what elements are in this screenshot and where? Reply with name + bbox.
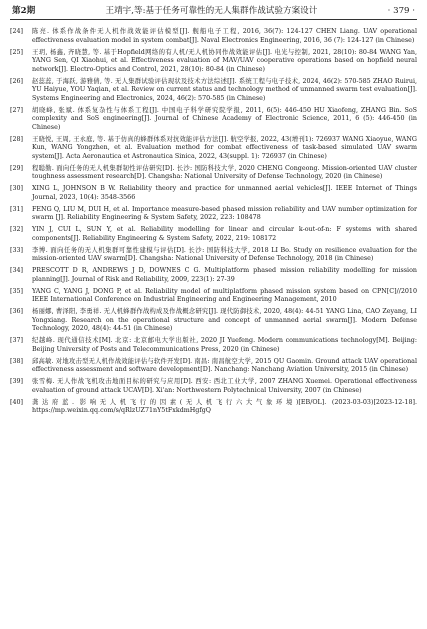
reference-item (10, 267, 417, 284)
reference-number: [29] (10, 164, 24, 172)
reference-number: [26] (10, 77, 24, 85)
reference-text: 张雪梅. 无人作战飞机攻击地面目标的研究与应用[D]. 西安: 西北工业大学, 2007 ZHANG Xuemei. Operational effectiveness evaluation of ground attack UCAV[D]. Xi'an: Northwestern Polytechnical University, 2007 (in Chinese) (32, 378, 417, 394)
reference-number: [31] (10, 205, 24, 213)
reference-number: [37] (10, 337, 24, 344)
reference-number: [33] (10, 246, 24, 254)
reference-item (10, 107, 417, 133)
reference-number: [34] (10, 267, 24, 274)
reference-number: [39] (10, 378, 24, 385)
running-header (10, 6, 417, 20)
reference-number: [36] (10, 308, 24, 315)
reference-number: [40] (10, 398, 24, 406)
running-title: 王靖宇,等:基于任务可靠性的无人集群作战试验方案设计 (105, 6, 318, 16)
reference-number: [25] (10, 48, 24, 56)
issue-number: 第2期 (12, 6, 36, 16)
reference-text: 赵蕊蕊, 于海跃, 游雅倩, 等. 无人集群试验评估现状及技术方法综述[J]. 系统工程与电子技术, 2024, 46(2): 570-585 ZHAO Ruirui, YU Haiyue, YOU Yaqian, et al. Review on current status and technology method of unmanned swarm test evaluation[J]. Systems Engineering and Electronics, 2024, 46(2): 570-585 (in Chinese) (32, 77, 417, 102)
reference-item (10, 358, 417, 375)
reference-text: 邱高敏. 对地攻击型无人机作战效能评估与软件开发[D]. 南昌: 南昌航空大学, 2015 QU Gaomin. Ground attack UAV operational effectiveness assessment and software development[D]. Nanchang: Nanchang Aviation University, 2015 (in Chinese) (32, 357, 417, 373)
reference-item (10, 78, 417, 104)
reference-item (10, 399, 417, 416)
reference-text: 龚达府蓝. 影响无人机飞行的因素(无人机飞行六大气象环境)[EB/OL]. (2023-03-03)[2023-12-18]. https://mp.weixin.qq.com/s/qRlzUZ71nY5tFxkdmHgfgQ (32, 398, 417, 414)
reference-text: 李博. 面向任务的无人机集群可靠性建模与评估[D]. 长沙: 国防科技大学, 2018 LI Bo. Study on resilience evaluation for the mission-oriented UAV swarm[D]. Changsha: National University of Defense Technology, 2018 (in Chinese) (32, 246, 417, 262)
reference-item (10, 49, 417, 75)
reference-item (10, 206, 417, 223)
reference-item (10, 308, 417, 334)
reference-text: YIN J, CUI L, SUN Y, et al. Reliability modelling for linear and circular k-out-of-n: F systems with shared components[J]. Reliability Engineering & System Safety, 2022, 219: 108172 (32, 226, 417, 242)
reference-item (10, 288, 417, 305)
reference-item (10, 378, 417, 395)
reference-text: 陈亮. 体系作战条件无人机作战效能评估模型[J]. 舰船电子工程, 2016, 36(7): 124-127 CHEN Liang. UAV operational effectiveness evaluation model in system combat[J]. Naval Electronics Engineering, 2016, 36 (7): 124-127 (in Chinese) (32, 28, 417, 44)
reference-number: [27] (10, 106, 24, 114)
reference-number: [38] (10, 357, 24, 365)
reference-text: YANG C, YANG J, DONG P, et al. Reliability model of multiplatform phased mission system based on CPN[C]//2010 IEEE International Conference on Industrial Engineering and Engineering Management, 2010 (32, 287, 417, 303)
reference-item (10, 337, 417, 354)
reference-text: 程聪勤. 面向任务的无人机集群韧性评估研究[D]. 长沙: 国防科技大学, 2020 CHENG Congeong. Mission-oriented UAV cluster toughness assessment research[D]. Changsha: National University of Defense Technology, 2020 (in Chinese) (32, 164, 417, 180)
reference-item (10, 136, 417, 162)
reference-text: 王晓悦, 王周, 王永庭, 等. 基于仿真的蜂群体系对抗效能评估方法[J]. 航空学报, 2022, 43(增刊1): 726937 WANG Xiaoyue, WANG Kun, WANG Yongzhen, et al. Evaluation method for combat effectiveness of task-based simulated UAV swarm system[J]. Acta Aeronautica et Astronautica Sinica, 2022, 43(suppl. 1): 726937 (in Chinese) (32, 135, 417, 160)
reference-number: [35] (10, 287, 24, 295)
reference-item (10, 185, 417, 202)
reference-item (10, 165, 417, 182)
reference-text: 纪越峰. 现代通信技术[M]. 北京: 北京邮电大学出版社, 2020 JI Yuefeng. Modern communications technology[M]. Beijing: Beijing University of Posts and Telecommunications Press, 2020 (in Chinese) (32, 337, 417, 353)
reference-number: [30] (10, 185, 24, 192)
reference-item (10, 247, 417, 264)
page-number: · 379 · (387, 6, 415, 16)
reference-text: 王玥, 杨鑫, 齐晓慧, 等. 基于Hopfield网络的有人机/无人机协同作战效能评估[J]. 电光与控制, 2021, 28(10): 80-84 WANG Yan, YANG Sen, QI Xiaohui, et al. Effectiveness evaluation of MAV/UAV cooperative operations based on hopfield neural network[J]. Electro-Optics and Control, 2021, 28(10): 80-84 (in Chinese) (32, 48, 417, 73)
reference-number: [28] (10, 135, 24, 143)
reference-list (10, 28, 417, 416)
reference-item (10, 28, 417, 45)
reference-text: 杨丽娜, 曹泽阳, 李勇祥. 无人机蜂群作战构成及作战概念研究[J]. 现代防御技术, 2020, 48(4): 44-51 YANG Lina, CAO Zeyang, LI Yongxiang. Research on the operational structure and concept of unmanned aerial swarm[J]. Modern Defense Technology, 2020, 48(4): 44-51 (in Chinese) (32, 308, 417, 332)
reference-text: XING L, JOHNSON B W. Reliability theory and practice for unmanned aerial vehicles[J]. IEEE Internet of Things Journal, 2023, 10(4): 3548-3566 (32, 185, 417, 201)
reference-number: [24] (10, 28, 24, 35)
reference-number: [32] (10, 226, 24, 233)
reference-text: PRESCOTT D R, ANDREWS J D, DOWNES C G. Multiplatform phased mission reliability modelling for mission planning[J]. Journal of Risk and Reliability, 2009, 223(1): 27-39 (32, 267, 417, 283)
reference-text: FENG Q, LIU M, DUI H, et al. Importance measure-based phased mission reliability and UAV number optimization for swarm [J]. Reliability Engineering & System Safety, 2022, 223: 108478 (32, 205, 417, 221)
reference-item (10, 226, 417, 243)
reference-text: 胡晓峰, 张斌. 体系复杂性与体系工程[J]. 中国电子科学研究院学报, 2011, 6(5): 446-450 HU Xiaofeng, ZHANG Bin. SoS complexity and SoS engineering[J]. Journal of Chinese Academy of Electronic Science, 2011, 6 (5): 446-450 (in Chinese) (32, 106, 417, 131)
